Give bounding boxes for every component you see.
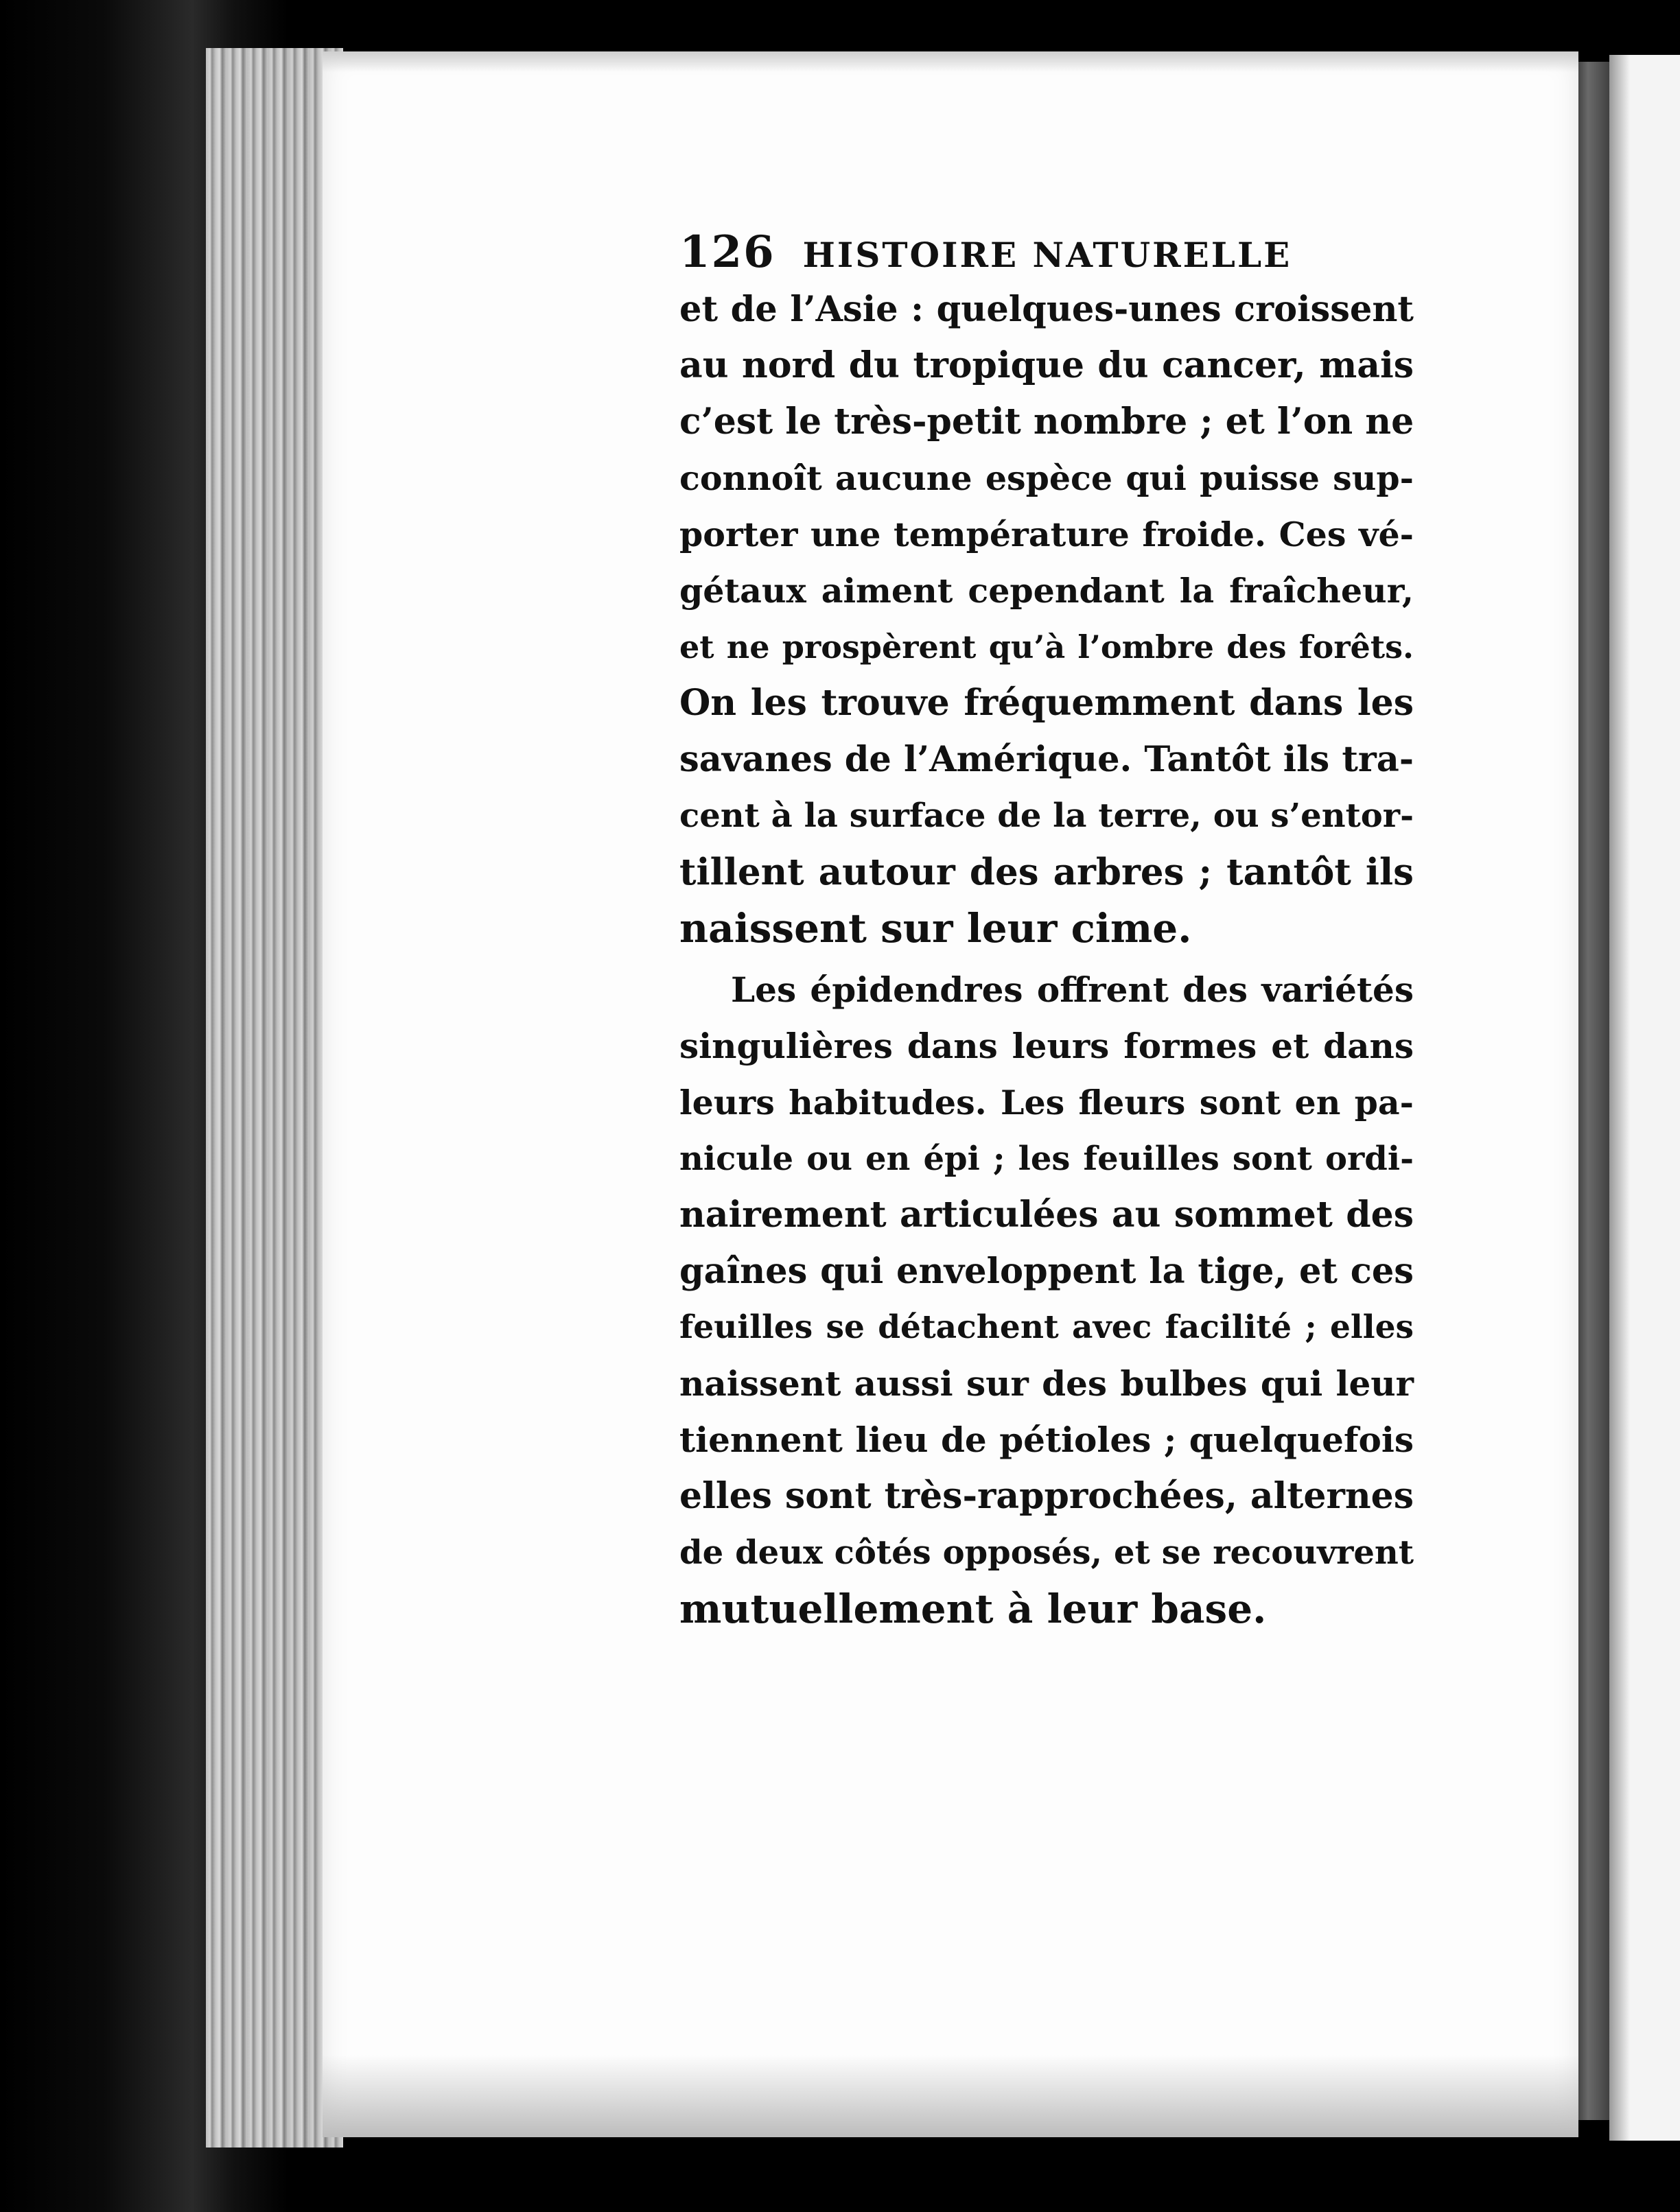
paragraph-gap [679,956,1414,962]
text-line: naissent aussi sur des bulbes qui leur [679,1363,1414,1404]
text-line: tillent autour des arbres ; tantôt ils [679,851,1414,893]
text-line: nicule ou en épi ; les feuilles sont ordi- [679,1140,1414,1178]
text-line: feuilles se détachent avec facilité ; elles [679,1308,1414,1346]
text-line: cent à la surface de la terre, ou s’entor- [679,797,1414,835]
text-line: au nord du tropique du cancer, mais [679,344,1414,386]
text-line: naissent sur leur cime. [679,905,1192,952]
paragraph-2 [679,962,1414,1637]
next-page-edge [1609,55,1680,2141]
text-line: de deux côtés opposés, et se recouvrent [679,1533,1414,1572]
text-line: et de l’Asie : quelques-unes croissent [679,289,1414,330]
text-line: leurs habitudes. Les fleurs sont en pa- [679,1083,1414,1122]
text-line: gaînes qui enveloppent la tige, et ces [679,1251,1414,1292]
text-line: c’est le très-petit nombre ; et l’on ne [679,401,1414,443]
text-line: singulières dans leurs formes et dans [679,1026,1414,1066]
text-line: et ne prospèrent qu’à l’ombre des forêts. [679,628,1414,666]
text-line: nairement articulées au sommet des [679,1194,1414,1236]
paragraph-1 [679,281,1414,956]
text-line: connoît aucune espèce qui puisse sup- [679,458,1414,498]
text-line: savanes de l’Amérique. Tantôt ils tra- [679,739,1414,780]
page-text-block [679,226,1414,1637]
running-head-title: HISTOIRE NATURELLE [802,235,1292,275]
text-line: gétaux aiment cependant la fraîcheur, [679,571,1414,611]
text-line: tiennent lieu de pétioles ; quelquefois [679,1420,1414,1460]
page-number: 126 [679,226,775,278]
text-line: On les trouve fréquemment dans les [679,682,1414,724]
text-line: mutuellement à leur base. [679,1586,1267,1632]
text-line: elles sont très-rapprochées, alternes [679,1475,1414,1517]
text-line: Les épidendres offrent des variétés [731,969,1414,1010]
running-head [679,226,1414,281]
text-line: porter une température froide. Ces vé- [679,515,1414,554]
